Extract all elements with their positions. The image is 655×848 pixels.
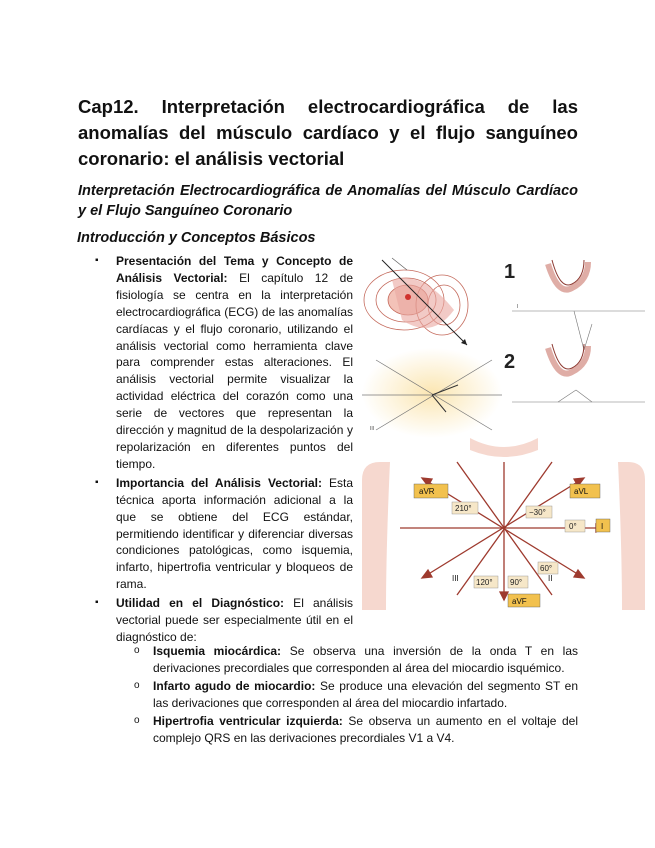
panel-1-vector-lines: [512, 304, 645, 350]
section-heading: Introducción y Conceptos Básicos: [77, 230, 316, 246]
angle-60: 60°: [540, 564, 553, 573]
lead-label-iii: III: [452, 574, 459, 583]
sub-text: Se produce una elevación del segmento ST en las derivaciones que corresponden al área del miocardio infartado.: [153, 678, 579, 710]
angle-210: 210°: [455, 504, 472, 513]
bullet-term: Presentación del Tema y Concepto de Análisis Vectorial:: [116, 254, 353, 285]
sub-text: Se observa una inversión de la onda T en las derivaciones precordiales que corresponden al área del miocardio isquémico.: [153, 644, 578, 675]
bullet-item-presentation: [95, 253, 353, 473]
panel-number-1: 1: [504, 261, 516, 283]
lead-label-avf: aVF: [512, 597, 527, 606]
panel-1-heart-field: [364, 258, 468, 345]
sub-item-ischemia: [132, 643, 578, 677]
sub-text: Se observa un aumento en el voltaje del complejo QRS en las derivaciones precordiales V1 a V4.: [153, 713, 579, 745]
sub-term: Isquemia miocárdica:: [153, 644, 282, 658]
angle-90: 90°: [510, 578, 523, 587]
sub-item-infarct: [132, 678, 578, 712]
sub-term: Hipertrofia ventricular izquierda:: [153, 713, 343, 728]
bullet-text: Esta técnica aporta información adicional a la que se obtiene del ECG estándar, permitiendo identificar y diferenciar diversas condiciones patológicas, como isquemia, infarto, hipertrofia ventricular y bloqueos de rama.: [116, 475, 353, 592]
bullet-term: Importancia del Análisis Vectorial:: [116, 475, 322, 490]
bullet-list: [95, 253, 353, 648]
sub-bullet-marker: o: [134, 679, 140, 691]
angle-0: 0°: [569, 522, 577, 531]
sub-bullet-marker: o: [134, 645, 140, 656]
sub-bullet-list: [132, 643, 578, 747]
angle-120: 120°: [476, 578, 493, 587]
bullet-text: El análisis vectorial puede ser especialmente útil en el diagnóstico de:: [116, 596, 354, 644]
bullet-term: Utilidad en el Diagnóstico:: [116, 596, 285, 611]
hexaxial-reference-system: [362, 438, 645, 610]
bullet-text: El capítulo 12 de fisiología se centra en la interpretación electrocardiográfica (ECG) de las anomalías cardíacas y el flujo coronario, utilizando el análisis vectorial como herramienta clave para comprender estas alteraciones. El análisis vectorial permite visualizar la actividad eléctrica del corazón como una serie de vectores que representan la dirección y magnitud de la despolarización y repolarización en diferentes puntos del tiempo.: [116, 270, 353, 471]
subtitle: Interpretación Electrocardiográfica de Anomalías del Músculo Cardíaco y el Flujo Sanguíneo Coronario: [78, 183, 578, 219]
panel-1-mark: I: [517, 304, 519, 310]
panel-2-mark: III: [370, 426, 375, 432]
bullet-marker: ▪: [95, 597, 99, 609]
sub-item-hypertrophy: [132, 713, 578, 747]
panel-number-2: 2: [504, 351, 516, 373]
lead-label-avr: aVR: [419, 487, 435, 496]
sub-bullet-marker: o: [134, 714, 140, 726]
lead-label-i: I: [601, 522, 604, 531]
bullet-marker: ▪: [95, 476, 99, 488]
panel-2-heart-small: [512, 344, 645, 402]
chapter-title: Cap12. Interpretación electrocardiográfica de las anomalías del músculo cardíaco y el flujo sanguíneo coronario: el análisis vectorial: [78, 96, 578, 169]
lead-label-avl: aVL: [574, 487, 589, 496]
vector-analysis-figure: [362, 250, 645, 620]
panel-1-heart-small: [548, 260, 588, 290]
angle-neg30: −30°: [529, 508, 546, 517]
panel-2-vector-diagram: [362, 348, 502, 438]
bullet-item-utility: [95, 595, 353, 646]
sub-term: Infarto agudo de miocardio:: [153, 678, 316, 693]
lead-label-ii: II: [548, 574, 553, 583]
bullet-item-importance: [95, 475, 353, 593]
bullet-marker: ▪: [95, 255, 99, 266]
